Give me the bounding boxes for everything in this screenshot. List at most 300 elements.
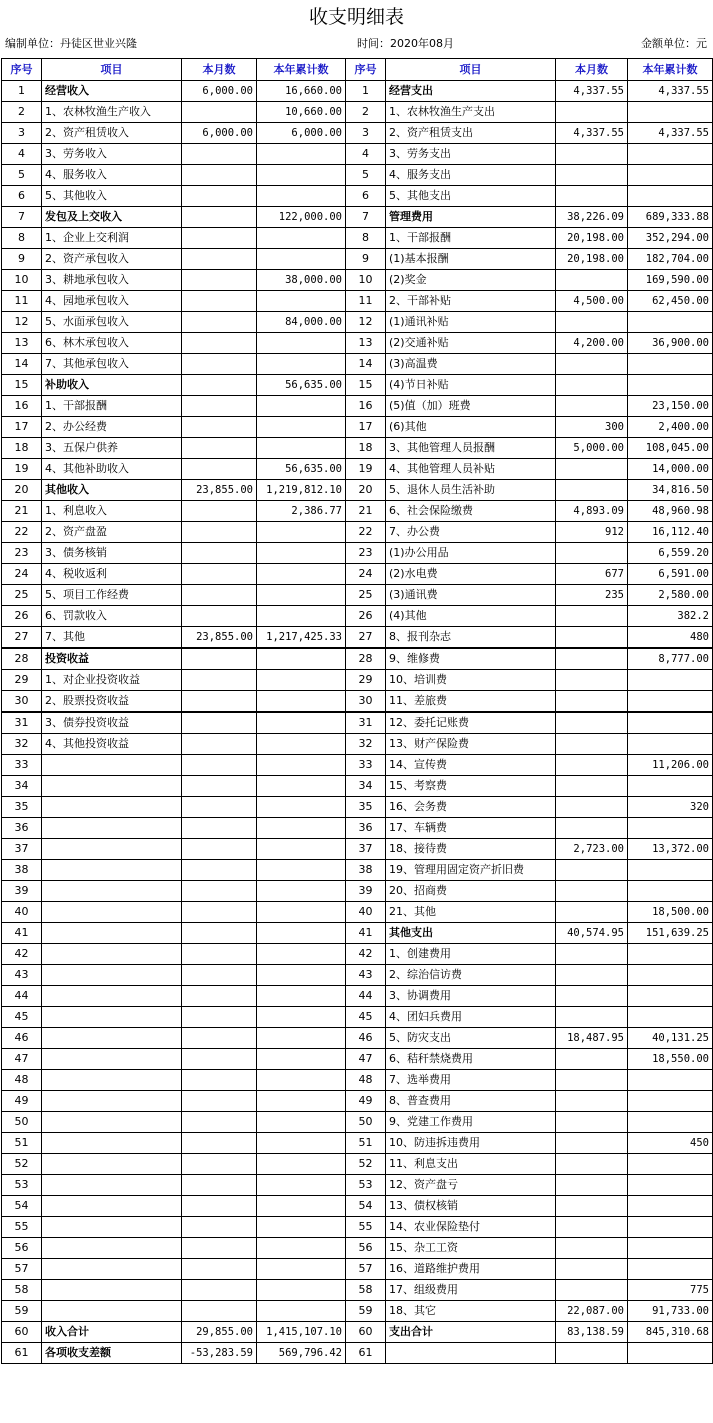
table-row [2, 1070, 713, 1091]
income-month [182, 755, 257, 776]
income-item: 其他收入 [42, 480, 182, 501]
expense-item: 19、管理用固定资产折旧费 [386, 860, 556, 881]
expense-month [556, 1280, 628, 1301]
row-number-income: 54 [2, 1196, 42, 1217]
income-month [182, 902, 257, 923]
row-number-income: 10 [2, 270, 42, 291]
income-ytd [257, 734, 346, 755]
expense-month: 4,200.00 [556, 333, 628, 354]
row-number-income: 46 [2, 1028, 42, 1049]
expense-month [556, 1259, 628, 1280]
income-month [182, 797, 257, 818]
row-number-income: 34 [2, 776, 42, 797]
income-month [182, 648, 257, 670]
row-number-income: 52 [2, 1154, 42, 1175]
income-item: 发包及上交收入 [42, 207, 182, 228]
income-item [42, 881, 182, 902]
expense-month: 4,893.09 [556, 501, 628, 522]
table-row [2, 354, 713, 375]
income-item: 1、对企业投资收益 [42, 670, 182, 691]
row-number-income: 35 [2, 797, 42, 818]
income-ytd [257, 396, 346, 417]
income-month [182, 1070, 257, 1091]
report-meta [0, 35, 713, 53]
expense-item: 5、其他支出 [386, 186, 556, 207]
income-month [182, 606, 257, 627]
income-item: 经营收入 [42, 81, 182, 102]
table-row [2, 839, 713, 860]
expense-ytd: 382.2 [628, 606, 713, 627]
table-row [2, 1343, 713, 1364]
expense-item: 3、劳务支出 [386, 144, 556, 165]
expense-ytd: 108,045.00 [628, 438, 713, 459]
expense-month [556, 606, 628, 627]
expense-month: 2,723.00 [556, 839, 628, 860]
income-ytd: 16,660.00 [257, 81, 346, 102]
income-item: 2、资产盘盈 [42, 522, 182, 543]
income-month [182, 923, 257, 944]
expense-ytd [628, 881, 713, 902]
expense-ytd: 13,372.00 [628, 839, 713, 860]
row-number-income: 6 [2, 186, 42, 207]
expense-month [556, 312, 628, 333]
row-number-income: 43 [2, 965, 42, 986]
row-number-expense: 6 [346, 186, 386, 207]
table-row [2, 606, 713, 627]
expense-ytd: 18,500.00 [628, 902, 713, 923]
expense-ytd: 23,150.00 [628, 396, 713, 417]
row-number-income: 27 [2, 627, 42, 649]
income-ytd: 1,415,107.10 [257, 1322, 346, 1343]
row-number-income: 42 [2, 944, 42, 965]
table-row [2, 776, 713, 797]
expense-ytd: 775 [628, 1280, 713, 1301]
table-row [2, 1028, 713, 1049]
expense-month [556, 1049, 628, 1070]
income-item [42, 839, 182, 860]
income-month [182, 1259, 257, 1280]
income-ytd [257, 165, 346, 186]
expense-item: (1)基本报酬 [386, 249, 556, 270]
income-month [182, 585, 257, 606]
table-row [2, 1238, 713, 1259]
row-number-expense: 8 [346, 228, 386, 249]
income-ytd [257, 1049, 346, 1070]
row-number-income: 16 [2, 396, 42, 417]
table-row [2, 1259, 713, 1280]
row-number-expense: 33 [346, 755, 386, 776]
income-month [182, 1028, 257, 1049]
row-number-expense: 10 [346, 270, 386, 291]
table-row [2, 249, 713, 270]
row-number-expense: 1 [346, 81, 386, 102]
row-number-income: 37 [2, 839, 42, 860]
row-number-expense: 26 [346, 606, 386, 627]
expense-month: 677 [556, 564, 628, 585]
expense-ytd [628, 1154, 713, 1175]
row-number-expense: 51 [346, 1133, 386, 1154]
income-month [182, 734, 257, 755]
income-month [182, 501, 257, 522]
expense-month: 4,337.55 [556, 81, 628, 102]
expense-item: 17、组级费用 [386, 1280, 556, 1301]
expense-month [556, 459, 628, 480]
ledger-table [1, 58, 713, 1364]
income-ytd [257, 333, 346, 354]
income-month [182, 860, 257, 881]
table-row [2, 881, 713, 902]
expense-item: 5、退休人员生活补助 [386, 480, 556, 501]
row-number-income: 59 [2, 1301, 42, 1322]
income-ytd [257, 228, 346, 249]
income-item: 6、林木承包收入 [42, 333, 182, 354]
table-row [2, 1133, 713, 1154]
table-row [2, 1280, 713, 1301]
expense-month [556, 776, 628, 797]
income-ytd: 56,635.00 [257, 459, 346, 480]
expense-item: 9、维修费 [386, 648, 556, 670]
expense-ytd [628, 1007, 713, 1028]
expense-month [556, 396, 628, 417]
row-number-expense: 59 [346, 1301, 386, 1322]
table-row [2, 480, 713, 501]
expense-month: 4,337.55 [556, 123, 628, 144]
income-month [182, 270, 257, 291]
row-number-expense: 42 [346, 944, 386, 965]
expense-month [556, 1091, 628, 1112]
expense-item: 10、防违拆违费用 [386, 1133, 556, 1154]
expense-item: 17、车辆费 [386, 818, 556, 839]
income-ytd [257, 543, 346, 564]
expense-month [556, 881, 628, 902]
expense-item: 13、债权核销 [386, 1196, 556, 1217]
row-number-income: 44 [2, 986, 42, 1007]
table-row [2, 670, 713, 691]
expense-month [556, 375, 628, 396]
table-row [2, 228, 713, 249]
row-number-income: 12 [2, 312, 42, 333]
expense-ytd [628, 691, 713, 713]
income-ytd [257, 839, 346, 860]
income-month [182, 1196, 257, 1217]
income-item: 2、资产承包收入 [42, 249, 182, 270]
expense-month: 18,487.95 [556, 1028, 628, 1049]
expense-month [556, 270, 628, 291]
expense-ytd: 34,816.50 [628, 480, 713, 501]
income-ytd: 2,386.77 [257, 501, 346, 522]
income-month [182, 1175, 257, 1196]
row-number-expense: 61 [346, 1343, 386, 1364]
expense-ytd: 480 [628, 627, 713, 649]
expense-ytd: 16,112.40 [628, 522, 713, 543]
row-number-income: 5 [2, 165, 42, 186]
row-number-expense: 52 [346, 1154, 386, 1175]
row-number-expense: 40 [346, 902, 386, 923]
income-item: 5、其他收入 [42, 186, 182, 207]
row-number-expense: 16 [346, 396, 386, 417]
row-number-expense: 15 [346, 375, 386, 396]
expense-month [556, 965, 628, 986]
income-month: 6,000.00 [182, 81, 257, 102]
income-item: 6、罚款收入 [42, 606, 182, 627]
expense-ytd [628, 312, 713, 333]
row-number-expense: 56 [346, 1238, 386, 1259]
expense-ytd: 14,000.00 [628, 459, 713, 480]
period-label: 时间：2020年08月 [357, 37, 454, 50]
expense-item: 11、利息支出 [386, 1154, 556, 1175]
expense-month: 20,198.00 [556, 249, 628, 270]
income-ytd [257, 1280, 346, 1301]
income-item: 3、耕地承包收入 [42, 270, 182, 291]
expense-month [556, 354, 628, 375]
row-number-income: 2 [2, 102, 42, 123]
row-number-expense: 57 [346, 1259, 386, 1280]
expense-ytd [628, 818, 713, 839]
income-month [182, 228, 257, 249]
table-row [2, 543, 713, 564]
expense-item: 7、办公费 [386, 522, 556, 543]
income-item [42, 1007, 182, 1028]
income-month [182, 1049, 257, 1070]
expense-month [556, 1112, 628, 1133]
income-item: 3、债券投资收益 [42, 712, 182, 734]
expense-ytd: 6,559.20 [628, 543, 713, 564]
income-ytd [257, 691, 346, 713]
table-row [2, 923, 713, 944]
row-number-income: 57 [2, 1259, 42, 1280]
income-month [182, 543, 257, 564]
income-item [42, 986, 182, 1007]
row-number-expense: 21 [346, 501, 386, 522]
expense-month [556, 712, 628, 734]
expense-month [556, 755, 628, 776]
income-month [182, 1280, 257, 1301]
row-number-expense: 35 [346, 797, 386, 818]
expense-ytd: 6,591.00 [628, 564, 713, 585]
row-number-expense: 49 [346, 1091, 386, 1112]
income-item: 7、其他 [42, 627, 182, 649]
row-number-expense: 44 [346, 986, 386, 1007]
row-number-income: 4 [2, 144, 42, 165]
row-number-expense: 37 [346, 839, 386, 860]
report-title: 收支明细表 [308, 6, 404, 28]
expense-item: 4、服务支出 [386, 165, 556, 186]
income-item: 4、服务收入 [42, 165, 182, 186]
row-number-income: 38 [2, 860, 42, 881]
row-number-expense: 29 [346, 670, 386, 691]
expense-ytd: 91,733.00 [628, 1301, 713, 1322]
income-item: 3、劳务收入 [42, 144, 182, 165]
table-row [2, 1154, 713, 1175]
table-row [2, 186, 713, 207]
income-ytd [257, 1217, 346, 1238]
expense-item: 4、团妇兵费用 [386, 1007, 556, 1028]
expense-ytd: 48,960.98 [628, 501, 713, 522]
income-ytd [257, 1196, 346, 1217]
income-item: 3、五保户供养 [42, 438, 182, 459]
expense-item: 1、创建费用 [386, 944, 556, 965]
income-item [42, 1301, 182, 1322]
row-number-expense: 55 [346, 1217, 386, 1238]
expense-ytd [628, 986, 713, 1007]
expense-item: 15、考察费 [386, 776, 556, 797]
expense-ytd: 689,333.88 [628, 207, 713, 228]
expense-item: 16、会务费 [386, 797, 556, 818]
expense-item: 14、农业保险垫付 [386, 1217, 556, 1238]
income-ytd [257, 144, 346, 165]
row-number-income: 49 [2, 1091, 42, 1112]
expense-item: (4)其他 [386, 606, 556, 627]
income-ytd [257, 522, 346, 543]
income-month [182, 417, 257, 438]
table-row [2, 818, 713, 839]
ledger-body [2, 81, 713, 1364]
income-ytd [257, 1175, 346, 1196]
row-number-expense: 45 [346, 1007, 386, 1028]
income-ytd: 1,217,425.33 [257, 627, 346, 649]
income-ytd [257, 1091, 346, 1112]
expense-item: 14、宣传费 [386, 755, 556, 776]
income-month [182, 881, 257, 902]
income-item [42, 776, 182, 797]
row-number-income: 22 [2, 522, 42, 543]
row-number-income: 23 [2, 543, 42, 564]
row-number-expense: 53 [346, 1175, 386, 1196]
income-month [182, 818, 257, 839]
expense-item: 18、接待费 [386, 839, 556, 860]
table-row [2, 123, 713, 144]
income-ytd [257, 1133, 346, 1154]
row-number-income: 28 [2, 648, 42, 670]
col-header-item: 项目 [42, 59, 182, 81]
expense-item: 18、其它 [386, 1301, 556, 1322]
income-month [182, 839, 257, 860]
income-ytd [257, 1028, 346, 1049]
expense-month [556, 1070, 628, 1091]
expense-item: 6、秸秆禁烧费用 [386, 1049, 556, 1070]
income-item: 各项收支差额 [42, 1343, 182, 1364]
row-number-expense: 48 [346, 1070, 386, 1091]
row-number-expense: 22 [346, 522, 386, 543]
row-number-expense: 34 [346, 776, 386, 797]
row-number-income: 41 [2, 923, 42, 944]
col-header-month: 本月数 [556, 59, 628, 81]
income-ytd [257, 249, 346, 270]
expense-ytd [628, 354, 713, 375]
row-number-expense: 32 [346, 734, 386, 755]
income-ytd [257, 923, 346, 944]
expense-ytd: 40,131.25 [628, 1028, 713, 1049]
income-item [42, 923, 182, 944]
income-item: 1、农林牧渔生产收入 [42, 102, 182, 123]
income-month [182, 333, 257, 354]
table-row [2, 102, 713, 123]
income-item: 4、其他投资收益 [42, 734, 182, 755]
row-number-income: 61 [2, 1343, 42, 1364]
income-month [182, 165, 257, 186]
row-number-income: 24 [2, 564, 42, 585]
income-item [42, 1217, 182, 1238]
income-month [182, 249, 257, 270]
income-ytd: 122,000.00 [257, 207, 346, 228]
col-header-month: 本月数 [182, 59, 257, 81]
income-month [182, 459, 257, 480]
expense-ytd [628, 1091, 713, 1112]
table-row [2, 986, 713, 1007]
expense-month: 20,198.00 [556, 228, 628, 249]
expense-item: 2、综治信访费 [386, 965, 556, 986]
expense-item: 1、干部报酬 [386, 228, 556, 249]
expense-item: 21、其他 [386, 902, 556, 923]
income-month [182, 186, 257, 207]
table-row [2, 1049, 713, 1070]
table-row [2, 712, 713, 734]
income-month [182, 144, 257, 165]
expense-item: (1)通讯补贴 [386, 312, 556, 333]
income-ytd: 1,219,812.10 [257, 480, 346, 501]
expense-month [556, 734, 628, 755]
row-number-expense: 54 [346, 1196, 386, 1217]
table-row [2, 627, 713, 649]
expense-month [556, 1196, 628, 1217]
income-item [42, 755, 182, 776]
income-month: 23,855.00 [182, 480, 257, 501]
expense-item: 4、其他管理人员补贴 [386, 459, 556, 480]
income-month [182, 1301, 257, 1322]
income-ytd [257, 986, 346, 1007]
expense-ytd: 845,310.68 [628, 1322, 713, 1343]
expense-ytd [628, 375, 713, 396]
row-number-income: 33 [2, 755, 42, 776]
expense-ytd: 4,337.55 [628, 123, 713, 144]
row-number-expense: 18 [346, 438, 386, 459]
row-number-income: 50 [2, 1112, 42, 1133]
expense-month [556, 860, 628, 881]
expense-month: 83,138.59 [556, 1322, 628, 1343]
row-number-income: 58 [2, 1280, 42, 1301]
income-ytd: 6,000.00 [257, 123, 346, 144]
expense-month [556, 648, 628, 670]
income-month [182, 712, 257, 734]
row-number-expense: 47 [346, 1049, 386, 1070]
income-month: 6,000.00 [182, 123, 257, 144]
row-number-expense: 31 [346, 712, 386, 734]
expense-ytd: 4,337.55 [628, 81, 713, 102]
row-number-expense: 5 [346, 165, 386, 186]
income-ytd: 56,635.00 [257, 375, 346, 396]
row-number-expense: 28 [346, 648, 386, 670]
expense-month: 4,500.00 [556, 291, 628, 312]
income-item [42, 902, 182, 923]
expense-month [556, 144, 628, 165]
row-number-expense: 11 [346, 291, 386, 312]
expense-month: 40,574.95 [556, 923, 628, 944]
row-number-income: 36 [2, 818, 42, 839]
expense-month: 5,000.00 [556, 438, 628, 459]
expense-item: 3、其他管理人员报酬 [386, 438, 556, 459]
expense-ytd [628, 1112, 713, 1133]
income-ytd [257, 1112, 346, 1133]
income-ytd [257, 186, 346, 207]
row-number-income: 31 [2, 712, 42, 734]
expense-month [556, 165, 628, 186]
row-number-income: 18 [2, 438, 42, 459]
row-number-income: 47 [2, 1049, 42, 1070]
expense-item: 1、农林牧渔生产支出 [386, 102, 556, 123]
expense-month [556, 543, 628, 564]
income-ytd [257, 1259, 346, 1280]
income-item: 投资收益 [42, 648, 182, 670]
